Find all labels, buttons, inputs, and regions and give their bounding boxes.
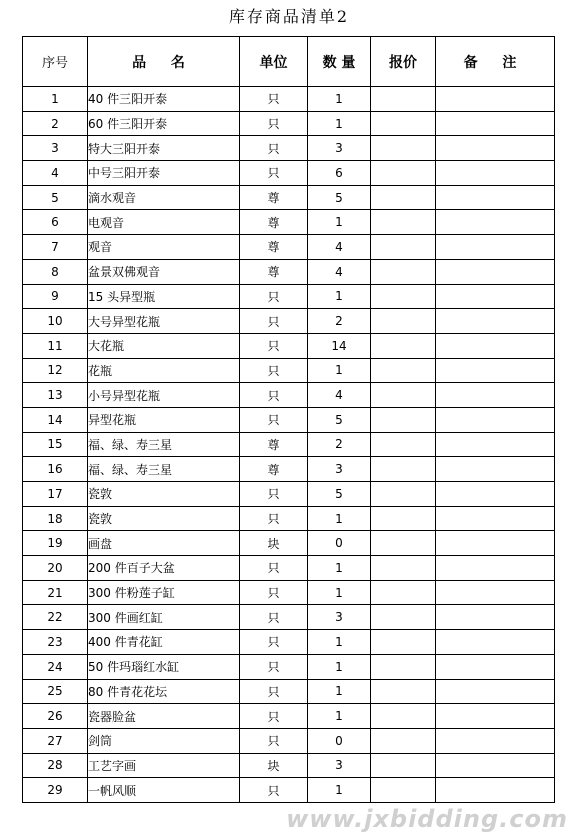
table-body <box>23 87 555 803</box>
cell-note <box>436 358 555 383</box>
cell-seq: 22 <box>23 605 88 630</box>
cell-note <box>436 185 555 210</box>
table-row <box>23 333 555 358</box>
cell-name: 瓷敦 <box>88 482 240 507</box>
cell-price <box>371 506 436 531</box>
table-row <box>23 556 555 581</box>
cell-note <box>436 556 555 581</box>
table-row <box>23 407 555 432</box>
cell-price <box>371 136 436 161</box>
cell-name: 特大三阳开泰 <box>88 136 240 161</box>
document-title: 库存商品清单2 <box>228 7 350 26</box>
cell-price <box>371 654 436 679</box>
cell-price <box>371 605 436 630</box>
cell-unit: 尊 <box>240 185 308 210</box>
cell-seq: 11 <box>23 333 88 358</box>
cell-price <box>371 778 436 803</box>
table-header-row <box>23 37 555 87</box>
cell-price <box>371 358 436 383</box>
cell-qty: 1 <box>308 210 371 235</box>
cell-qty: 4 <box>308 235 371 260</box>
cell-unit: 尊 <box>240 432 308 457</box>
table-row <box>23 235 555 260</box>
header-qty: 数 量 <box>308 37 371 87</box>
cell-seq: 16 <box>23 457 88 482</box>
table-row <box>23 654 555 679</box>
cell-qty: 4 <box>308 383 371 408</box>
cell-note <box>436 309 555 334</box>
cell-name: 40 件三阳开泰 <box>88 87 240 112</box>
cell-price <box>371 728 436 753</box>
cell-price <box>371 383 436 408</box>
cell-unit: 只 <box>240 654 308 679</box>
table-row <box>23 136 555 161</box>
cell-unit: 只 <box>240 284 308 309</box>
cell-unit: 只 <box>240 87 308 112</box>
cell-name: 大号异型花瓶 <box>88 309 240 334</box>
cell-note <box>436 654 555 679</box>
cell-unit: 只 <box>240 111 308 136</box>
cell-qty: 6 <box>308 161 371 186</box>
table-row <box>23 605 555 630</box>
cell-qty: 1 <box>308 87 371 112</box>
cell-price <box>371 531 436 556</box>
cell-unit: 尊 <box>240 259 308 284</box>
cell-unit: 只 <box>240 556 308 581</box>
cell-unit: 只 <box>240 580 308 605</box>
cell-price <box>371 580 436 605</box>
cell-seq: 25 <box>23 679 88 704</box>
cell-unit: 只 <box>240 136 308 161</box>
cell-seq: 3 <box>23 136 88 161</box>
cell-seq: 12 <box>23 358 88 383</box>
table-row <box>23 111 555 136</box>
cell-unit: 只 <box>240 309 308 334</box>
cell-seq: 9 <box>23 284 88 309</box>
cell-note <box>436 506 555 531</box>
cell-name: 瓷敦 <box>88 506 240 531</box>
cell-note <box>436 580 555 605</box>
cell-seq: 28 <box>23 753 88 778</box>
cell-unit: 块 <box>240 531 308 556</box>
table-row <box>23 309 555 334</box>
cell-qty: 3 <box>308 136 371 161</box>
cell-qty: 1 <box>308 704 371 729</box>
cell-price <box>371 407 436 432</box>
cell-seq: 5 <box>23 185 88 210</box>
cell-qty: 3 <box>308 753 371 778</box>
table-row <box>23 679 555 704</box>
cell-seq: 20 <box>23 556 88 581</box>
cell-seq: 24 <box>23 654 88 679</box>
cell-name: 80 件青花花坛 <box>88 679 240 704</box>
cell-note <box>436 161 555 186</box>
cell-unit: 只 <box>240 630 308 655</box>
table-row <box>23 728 555 753</box>
cell-qty: 3 <box>308 605 371 630</box>
cell-qty: 5 <box>308 482 371 507</box>
table-row <box>23 753 555 778</box>
table-row <box>23 87 555 112</box>
cell-price <box>371 333 436 358</box>
cell-seq: 6 <box>23 210 88 235</box>
cell-name: 小号异型花瓶 <box>88 383 240 408</box>
cell-name: 瓷器脸盆 <box>88 704 240 729</box>
cell-note <box>436 605 555 630</box>
cell-note <box>436 630 555 655</box>
cell-seq: 29 <box>23 778 88 803</box>
cell-name: 200 件百子大盆 <box>88 556 240 581</box>
cell-qty: 2 <box>308 432 371 457</box>
inventory-table <box>22 36 555 803</box>
cell-name: 花瓶 <box>88 358 240 383</box>
table-row <box>23 259 555 284</box>
cell-note <box>436 284 555 309</box>
header-unit: 单位 <box>240 37 308 87</box>
cell-note <box>436 432 555 457</box>
cell-name: 画盘 <box>88 531 240 556</box>
header-seq: 序号 <box>23 37 88 87</box>
cell-price <box>371 309 436 334</box>
table-row <box>23 482 555 507</box>
cell-name: 300 件画红缸 <box>88 605 240 630</box>
cell-note <box>436 259 555 284</box>
cell-price <box>371 556 436 581</box>
table-row <box>23 383 555 408</box>
cell-seq: 1 <box>23 87 88 112</box>
cell-seq: 18 <box>23 506 88 531</box>
cell-qty: 5 <box>308 185 371 210</box>
table-row <box>23 358 555 383</box>
cell-qty: 1 <box>308 630 371 655</box>
cell-qty: 14 <box>308 333 371 358</box>
header-note: 备 注 <box>436 37 555 87</box>
cell-unit: 只 <box>240 778 308 803</box>
cell-name: 60 件三阳开泰 <box>88 111 240 136</box>
cell-note <box>436 482 555 507</box>
cell-name: 工艺字画 <box>88 753 240 778</box>
cell-price <box>371 753 436 778</box>
cell-note <box>436 457 555 482</box>
cell-name: 一帆风顺 <box>88 778 240 803</box>
cell-qty: 1 <box>308 654 371 679</box>
cell-name: 电观音 <box>88 210 240 235</box>
cell-note <box>436 87 555 112</box>
table-row <box>23 506 555 531</box>
cell-unit: 块 <box>240 753 308 778</box>
table-row <box>23 630 555 655</box>
cell-price <box>371 87 436 112</box>
cell-seq: 8 <box>23 259 88 284</box>
cell-price <box>371 185 436 210</box>
cell-qty: 1 <box>308 358 371 383</box>
cell-note <box>436 333 555 358</box>
cell-name: 50 件玛瑙红水缸 <box>88 654 240 679</box>
cell-note <box>436 383 555 408</box>
cell-note <box>436 778 555 803</box>
cell-note <box>436 407 555 432</box>
cell-seq: 23 <box>23 630 88 655</box>
table-row <box>23 185 555 210</box>
cell-price <box>371 161 436 186</box>
cell-unit: 尊 <box>240 457 308 482</box>
cell-name: 福、绿、寿三星 <box>88 432 240 457</box>
table-row <box>23 531 555 556</box>
cell-price <box>371 630 436 655</box>
header-price: 报价 <box>371 37 436 87</box>
cell-seq: 14 <box>23 407 88 432</box>
cell-unit: 尊 <box>240 235 308 260</box>
cell-seq: 27 <box>23 728 88 753</box>
table-row <box>23 210 555 235</box>
cell-seq: 13 <box>23 383 88 408</box>
cell-seq: 7 <box>23 235 88 260</box>
cell-name: 大花瓶 <box>88 333 240 358</box>
cell-unit: 尊 <box>240 210 308 235</box>
cell-qty: 2 <box>308 309 371 334</box>
cell-note <box>436 531 555 556</box>
cell-name: 剑筒 <box>88 728 240 753</box>
table-row <box>23 704 555 729</box>
cell-name: 300 件粉莲子缸 <box>88 580 240 605</box>
table-row <box>23 457 555 482</box>
cell-qty: 1 <box>308 506 371 531</box>
cell-seq: 19 <box>23 531 88 556</box>
cell-unit: 只 <box>240 728 308 753</box>
table-row <box>23 432 555 457</box>
cell-name: 400 件青花缸 <box>88 630 240 655</box>
cell-price <box>371 679 436 704</box>
cell-note <box>436 679 555 704</box>
cell-unit: 只 <box>240 704 308 729</box>
cell-name: 滴水观音 <box>88 185 240 210</box>
cell-note <box>436 753 555 778</box>
cell-qty: 1 <box>308 556 371 581</box>
cell-price <box>371 457 436 482</box>
cell-name: 15 头异型瓶 <box>88 284 240 309</box>
cell-seq: 4 <box>23 161 88 186</box>
cell-unit: 只 <box>240 383 308 408</box>
cell-price <box>371 704 436 729</box>
cell-price <box>371 259 436 284</box>
cell-seq: 17 <box>23 482 88 507</box>
cell-price <box>371 284 436 309</box>
cell-seq: 21 <box>23 580 88 605</box>
cell-qty: 4 <box>308 259 371 284</box>
cell-unit: 只 <box>240 482 308 507</box>
cell-price <box>371 482 436 507</box>
cell-qty: 1 <box>308 284 371 309</box>
cell-note <box>436 728 555 753</box>
table-row <box>23 284 555 309</box>
watermark: www.jxbidding.com <box>286 805 568 833</box>
cell-note <box>436 235 555 260</box>
cell-unit: 只 <box>240 605 308 630</box>
table-row <box>23 580 555 605</box>
cell-name: 观音 <box>88 235 240 260</box>
cell-price <box>371 432 436 457</box>
cell-price <box>371 210 436 235</box>
cell-qty: 5 <box>308 407 371 432</box>
cell-note <box>436 210 555 235</box>
cell-unit: 只 <box>240 161 308 186</box>
table-row <box>23 161 555 186</box>
cell-seq: 2 <box>23 111 88 136</box>
cell-unit: 只 <box>240 333 308 358</box>
table-row <box>23 778 555 803</box>
cell-seq: 10 <box>23 309 88 334</box>
cell-name: 盆景双佛观音 <box>88 259 240 284</box>
header-name: 品 名 <box>88 37 240 87</box>
cell-unit: 只 <box>240 358 308 383</box>
cell-qty: 0 <box>308 531 371 556</box>
cell-price <box>371 235 436 260</box>
cell-unit: 只 <box>240 407 308 432</box>
cell-note <box>436 111 555 136</box>
cell-qty: 0 <box>308 728 371 753</box>
cell-note <box>436 704 555 729</box>
cell-unit: 只 <box>240 679 308 704</box>
cell-price <box>371 111 436 136</box>
cell-qty: 1 <box>308 778 371 803</box>
cell-name: 福、绿、寿三星 <box>88 457 240 482</box>
cell-qty: 1 <box>308 580 371 605</box>
cell-qty: 1 <box>308 679 371 704</box>
cell-name: 中号三阳开泰 <box>88 161 240 186</box>
cell-unit: 只 <box>240 506 308 531</box>
cell-seq: 15 <box>23 432 88 457</box>
cell-qty: 3 <box>308 457 371 482</box>
cell-note <box>436 136 555 161</box>
cell-name: 异型花瓶 <box>88 407 240 432</box>
cell-seq: 26 <box>23 704 88 729</box>
cell-qty: 1 <box>308 111 371 136</box>
